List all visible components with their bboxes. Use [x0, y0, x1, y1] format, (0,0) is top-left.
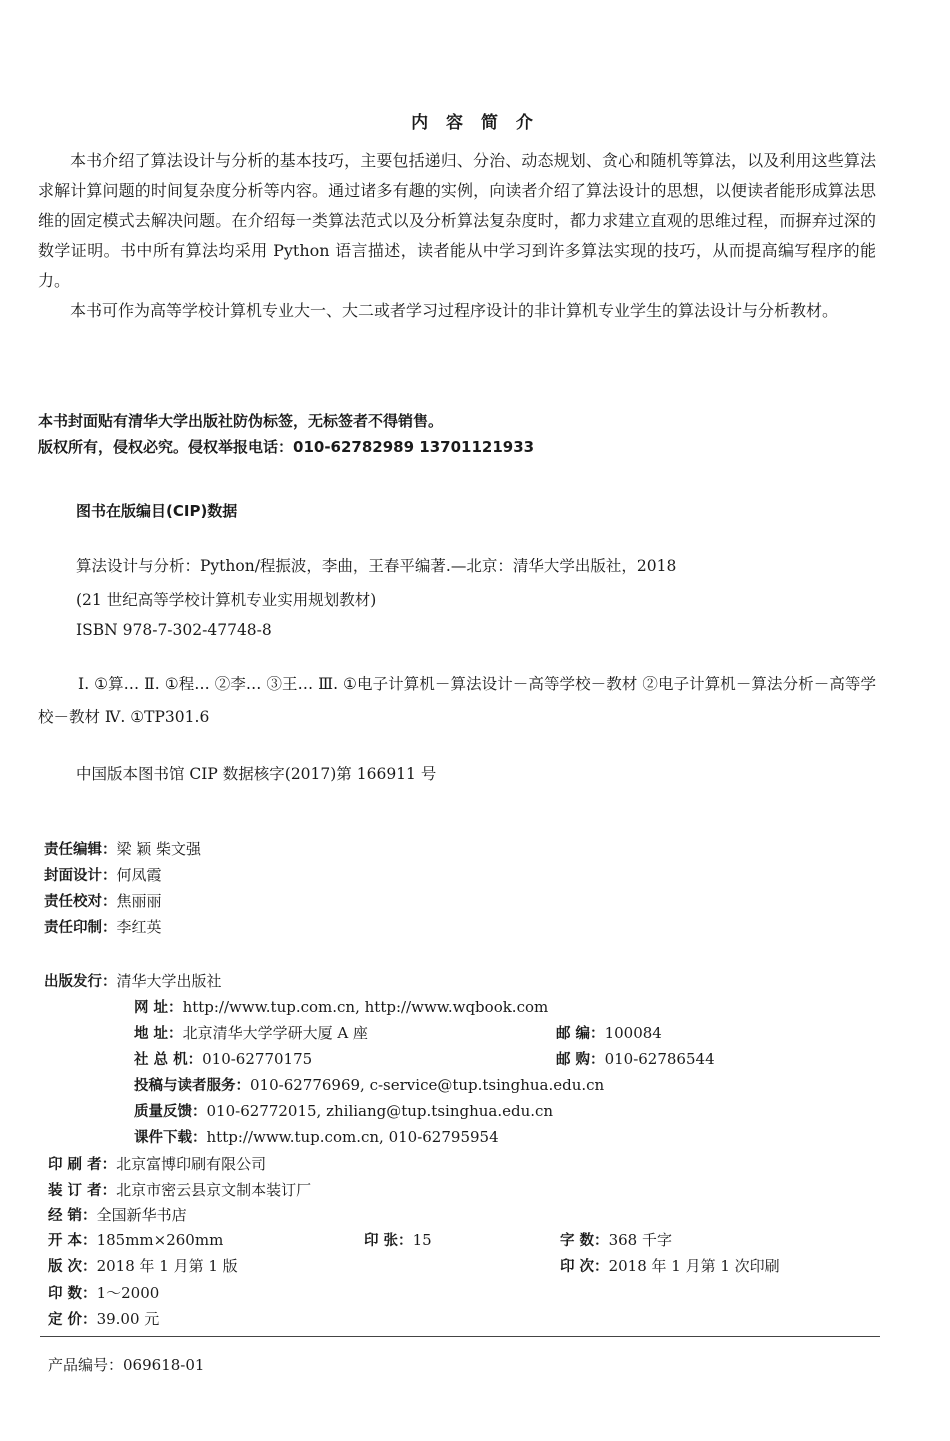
intro-paragraph-1: 本书介绍了算法设计与分析的基本技巧，主要包括递归、分治、动态规划、贪心和随机等算法，以及利用这些算法求解计算问题的时间复杂度分析等内容。通过诸多有趣的实例，向读者介绍了算法设计的思想，以便读者能形成算法思维的固定模式去解决问题。在介绍每一类算法范式以及分析算法复杂度时，都力求建立直观的思维过程，而摒弃过深的数学证明。书中所有算法均采用 Python 语言描述，读者能从中学习到许多算法实现的技巧，从而提高编写程序的能力。 [38, 151, 876, 290]
distributor-value: 全国新华书店 [96, 1206, 187, 1224]
courseware-value: http://www.tup.com.cn, 010-62795954 [206, 1128, 499, 1146]
quality-feedback-row [134, 1100, 553, 1121]
courseware-row [134, 1126, 499, 1147]
staff-value: 李红英 [116, 918, 162, 936]
mail-order-label: 邮 购： [556, 1052, 605, 1068]
address-value: 北京清华大学学研大厦 A 座 [182, 1024, 368, 1042]
staff-label: 责任印制： [44, 920, 117, 936]
format-label: 开 本： [48, 1233, 97, 1249]
word-count-value: 368 千字 [608, 1231, 672, 1249]
cip-heading: 图书在版编目(CIP)数据 [76, 502, 238, 520]
intro-paragraph-2: 本书可作为高等学校计算机专业大一、大二或者学习过程序设计的非计算机专业学生的算法设计与分析教材。 [70, 301, 839, 320]
print-run-value: 1～2000 [96, 1284, 160, 1302]
courseware-label: 课件下载： [134, 1130, 207, 1146]
intro-section [38, 146, 876, 326]
zip-label: 邮 编： [556, 1026, 605, 1042]
edition-value: 2018 年 1 月第 1 版 [96, 1257, 238, 1275]
staff-label: 责任编辑： [44, 842, 117, 858]
distributor-label: 经 销： [48, 1208, 97, 1224]
address-row [134, 1022, 368, 1043]
format-row [48, 1229, 223, 1250]
format-value: 185mm×260mm [96, 1231, 224, 1249]
staff-row [44, 838, 201, 859]
binder-value: 北京市密云县京文制本装订厂 [116, 1181, 312, 1199]
switchboard-label: 社 总 机： [134, 1052, 203, 1068]
printer-label: 印 刷 者： [48, 1157, 117, 1173]
website-label: 网 址： [134, 1000, 183, 1016]
price-row [48, 1308, 159, 1329]
staff-row [44, 916, 162, 937]
cip-series-line: (21 世纪高等学校计算机专业实用规划教材) [76, 591, 377, 609]
word-count-row [560, 1229, 672, 1250]
product-code-label: 产品编号： [48, 1356, 124, 1374]
binder-label: 装 订 者： [48, 1183, 117, 1199]
cip-record-number: 中国版本图书馆 CIP 数据核字(2017)第 166911 号 [76, 765, 437, 783]
cip-isbn: ISBN 978-7-302-47748-8 [76, 621, 272, 639]
switchboard-value: 010-62770175 [202, 1050, 313, 1068]
switchboard-row [134, 1048, 312, 1069]
sheets-value: 15 [412, 1231, 432, 1249]
printer-row [48, 1153, 266, 1174]
quality-feedback-label: 质量反馈： [134, 1104, 207, 1120]
anti-counterfeit-notice: 本书封面贴有清华大学出版社防伪标签，无标签者不得销售。 [38, 412, 444, 430]
print-run-label: 印 数： [48, 1286, 97, 1302]
print-run-row [48, 1282, 159, 1303]
distributor-row [48, 1204, 187, 1225]
website-row [134, 996, 548, 1017]
cip-title-line: 算法设计与分析：Python/程振波，李曲，王春平编著.—北京：清华大学出版社，2018 [76, 557, 677, 575]
staff-row [44, 864, 162, 885]
product-code-row [48, 1354, 204, 1375]
address-label: 地 址： [134, 1026, 183, 1042]
zip-row [556, 1022, 662, 1043]
sheets-label: 印 张： [364, 1233, 413, 1249]
price-value: 39.00 元 [96, 1310, 160, 1328]
page-title: 内 容 简 介 [411, 113, 539, 133]
staff-label: 封面设计： [44, 868, 117, 884]
staff-value: 焦丽丽 [116, 892, 162, 910]
impression-label: 印 次： [560, 1259, 609, 1275]
staff-row [44, 890, 162, 911]
website-value: http://www.tup.com.cn, http://www.wqbook.com [182, 998, 549, 1016]
reader-service-value: 010-62776969, c-service@tup.tsinghua.edu.cn [250, 1076, 605, 1094]
word-count-label: 字 数： [560, 1233, 609, 1249]
binder-row [48, 1179, 311, 1200]
quality-feedback-value: 010-62772015, zhiliang@tup.tsinghua.edu.cn [206, 1102, 554, 1120]
printer-value: 北京富博印刷有限公司 [116, 1155, 267, 1173]
staff-value: 梁 颖 柴文强 [116, 840, 202, 858]
sheets-row [364, 1229, 432, 1250]
reader-service-label: 投稿与读者服务： [134, 1078, 250, 1094]
cip-classification: Ⅰ. ①算… Ⅱ. ①程… ②李… ③王… Ⅲ. ①电子计算机－算法设计－高等学校－教材 ②电子计算机－算法分析－高等学校－教材 Ⅳ. ①TP301.6 [38, 675, 876, 726]
publisher-name: 清华大学出版社 [116, 972, 222, 990]
copyright-notice: 版权所有，侵权必究。侵权举报电话：010-62782989 13701121933 [38, 438, 535, 456]
impression-value: 2018 年 1 月第 1 次印刷 [608, 1257, 780, 1275]
mail-order-value: 010-62786544 [604, 1050, 715, 1068]
publisher-label: 出版发行： [44, 974, 117, 990]
edition-row [48, 1255, 238, 1276]
impression-row [560, 1255, 780, 1276]
publisher-row [44, 970, 222, 991]
staff-label: 责任校对： [44, 894, 117, 910]
zip-value: 100084 [604, 1024, 662, 1042]
staff-value: 何凤霞 [116, 866, 162, 884]
edition-label: 版 次： [48, 1259, 97, 1275]
reader-service-row [134, 1074, 604, 1095]
product-code-value: 069618-01 [123, 1356, 205, 1374]
price-label: 定 价： [48, 1312, 97, 1328]
divider-line [40, 1336, 880, 1337]
mail-order-row [556, 1048, 715, 1069]
